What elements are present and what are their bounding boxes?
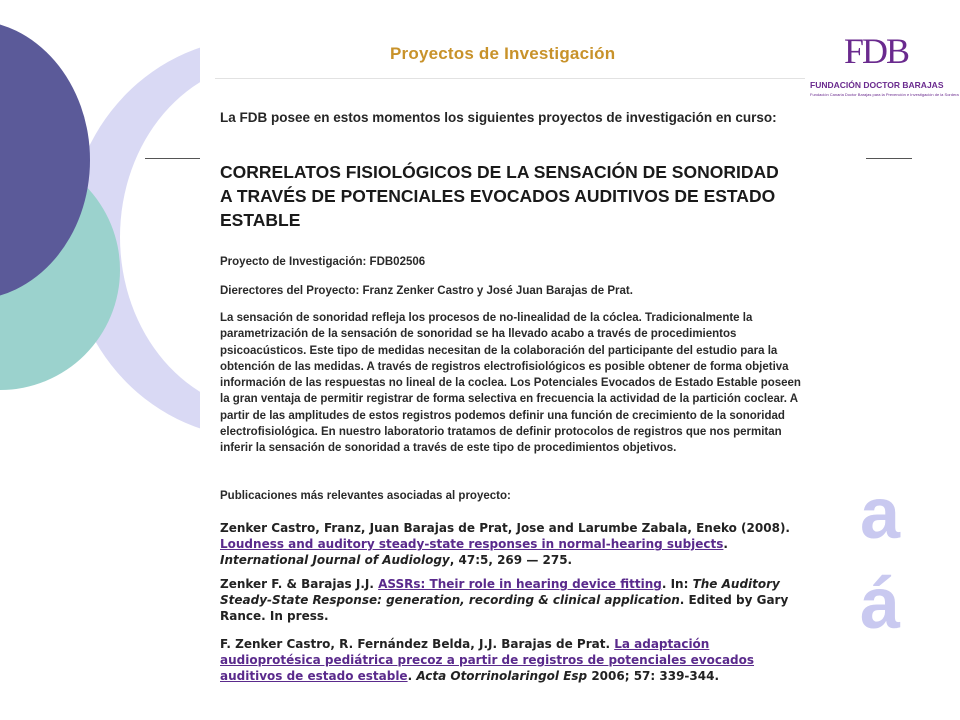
title-divider (215, 78, 805, 79)
publication-journal: Acta Otorrinolaringol Esp (416, 669, 588, 683)
publication-separator: . In: (661, 577, 693, 591)
publication-link[interactable]: ASSRs: Their role in hearing device fitting (378, 577, 662, 591)
project-directors: Dierectores del Proyecto: Franz Zenker Castro y José Juan Barajas de Prat. (220, 285, 633, 297)
ghost-glyph-a-accent: á (860, 564, 901, 644)
publication-authors: F. Zenker Castro, R. Fernández Belda, J.J. Barajas de Prat. (220, 637, 615, 651)
publication-journal: The Auditory Steady-State Response: generation, recording & clinical application (220, 577, 780, 607)
publication-authors: Zenker Castro, Franz, Juan Barajas de Prat, Jose and Larumbe Zabala, Eneko (2008). (220, 521, 790, 535)
publication-journal: International Journal of Audiology (220, 553, 450, 567)
slide-rule-left (145, 158, 200, 159)
ghost-glyph-a: a (860, 474, 901, 554)
publication-authors: Zenker F. & Barajas J.J. (220, 577, 379, 591)
project-title: CORRELATOS FISIOLÓGICOS DE LA SENSACIÓN DE SONORIDAD A TRAVÉS DE POTENCIALES EVOCADOS AUDITIVOS DE ESTADO ESTABLE (220, 162, 779, 230)
publication-separator: . (407, 669, 417, 683)
publication-item (220, 636, 805, 684)
publications-heading: Publicaciones más relevantes asociadas al proyecto: (220, 490, 511, 502)
project-abstract: La sensación de sonoridad refleja los procesos de no-linealidad de la cóclea. Tradicionalmente la parametrización de la sensación de sonoridad se ha llevado acabo a través de procedimientos psicoacústicos. Este tipo de medidas necesitan de la colaboración del participante del estudio para la obtención de las medidas. A través de registros electrofisiológicos es posible obtener de forma objetiva información de las respuestas no lineal de la coclea. Los Potenciales Evocados de Estado Estable poseen la gran ventaja de permitir registrar de forma selectiva en frecuencia la actividad de la partición coclear. A partir de las amplitudes de estos registros podemos definir una función de crecimiento de la sonoridad electrofisiológica. En nuestro laboratorio tratamos de definir protocolos de registros que nos permitan inferir la sensación de sonoridad a través de este tipo de procedimientos objetivos. (220, 312, 801, 455)
slide-rule-right (866, 158, 912, 159)
publication-separator: . (723, 537, 728, 551)
fdb-logo (806, 30, 959, 105)
publication-details: , 47:5, 269 — 275. (449, 553, 573, 567)
publication-item (220, 520, 805, 568)
publication-details: 2006; 57: 339-344. (587, 669, 720, 683)
intro-text: La FDB posee en estos momentos los siguientes proyectos de investigación en curso: (220, 110, 777, 125)
logo-mark: FDB (844, 31, 909, 71)
publication-details: . Edited by Gary Rance. In press. (220, 593, 789, 623)
publication-link[interactable]: La adaptación audioprotésica pediátrica precoz a partir de registros de potenciales evocados auditivos de estado estable (220, 637, 755, 683)
project-code: Proyecto de Investigación: FDB02506 (220, 256, 426, 268)
publication-item (220, 576, 805, 624)
logo-subtitle: Fundación Canaria Doctor Barajas para la Prevención e Investigación de la Sordera (810, 92, 959, 97)
page-title: Proyectos de Investigación (390, 44, 616, 63)
logo-name: FUNDACIÓN DOCTOR BARAJAS (810, 80, 944, 90)
web-page-panel (200, 30, 805, 695)
publication-link[interactable]: Loudness and auditory steady-state responses in normal-hearing subjects (220, 537, 724, 551)
